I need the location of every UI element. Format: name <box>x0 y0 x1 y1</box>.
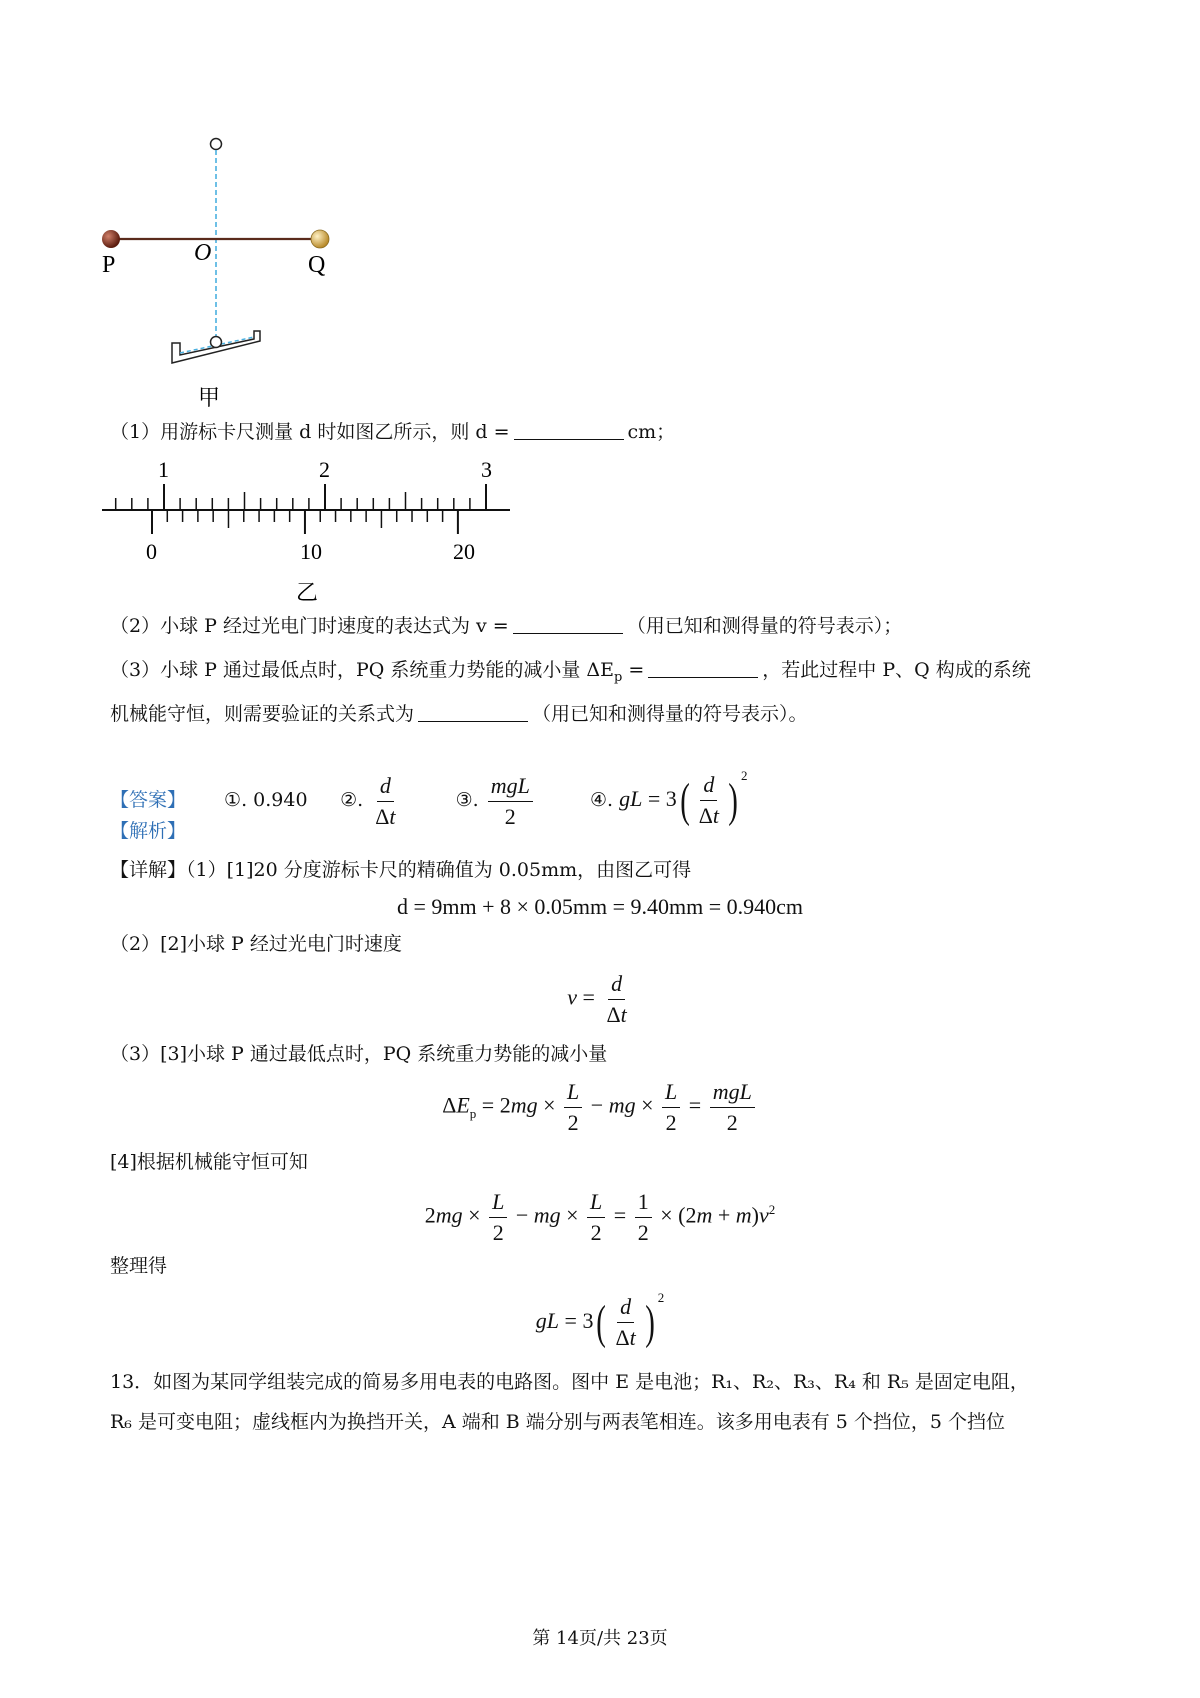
question-1-text: （1）用游标卡尺测量 d 时如图乙所示，则 d = <box>110 421 510 443</box>
answer-blank-1[interactable] <box>514 419 624 440</box>
answer-blank-2[interactable] <box>513 613 623 634</box>
detail-p1 <box>110 856 691 884</box>
label-q: Q <box>308 252 326 278</box>
ball-p <box>102 230 120 248</box>
equation-energy: 2mg × $\frac{L}{2}$ − mg × $\frac{L}{2}$ = $\frac{1}{2}$ × $(2m + m)v^2$ <box>424 1189 776 1245</box>
detail-p4: [4]根据机械能守恒可知 <box>110 1151 308 1173</box>
question-3-text-b: = <box>622 659 645 681</box>
detail-p3: （3）[3]小球 P 通过最低点时，PQ 系统重力势能的减小量 <box>110 1043 608 1065</box>
question-3-line2-a: 机械能守恒，则需要验证的关系式为 <box>110 703 415 725</box>
label-o: O <box>194 240 212 266</box>
top-pivot <box>211 139 222 150</box>
ball-q <box>311 230 329 248</box>
answer-2-prefix: ②. <box>340 789 364 811</box>
question-3-line1 <box>110 656 1031 692</box>
answer-4-prefix: ④. <box>589 789 614 811</box>
detail-label: 【详解】 <box>110 859 187 881</box>
question-3-line2-b: （用已知和测得量的符号表示）。 <box>532 703 808 725</box>
page-footer: 第 14页/共 23页 <box>532 1628 668 1649</box>
vernier-scale-ticks <box>152 510 458 534</box>
detail-p2: （2）[2]小球 P 经过光电门时速度 <box>110 933 402 955</box>
answer-3-fraction: $\frac{\text{mgL}}{2}$ <box>488 772 533 831</box>
question-2-tail: （用已知和测得量的符号表示）； <box>626 615 903 637</box>
answer-blank-4[interactable] <box>418 701 528 722</box>
detail-p1-text: （1）[1]20 分度游标卡尺的精确值为 0.05mm，由图乙可得 <box>186 859 692 881</box>
analysis-label: 【解析】 <box>110 820 187 842</box>
main-label-2: 2 <box>319 457 330 482</box>
answer-blank-3[interactable] <box>648 657 758 678</box>
question-2-text: （2）小球 P 经过光电门时速度的表达式为 v = <box>110 615 509 637</box>
vernier-label-0: 0 <box>146 539 157 564</box>
bottom-ball <box>211 337 222 348</box>
equation-result: gL = 3( $\frac{d}{\Delta t}$ ) $^2$ <box>535 1290 665 1351</box>
equation-ep: $\Delta E_p = 2mg$ × $\frac{L}{2}$ − mg × $\frac{L}{2}$ = $\frac{\text{mgL}}{2}$ <box>0 1078 1200 1137</box>
equation-d <box>0 894 1200 920</box>
figure-jia-caption: 甲 <box>198 386 221 411</box>
question-3-line2 <box>110 700 808 728</box>
question-13-line2: R₆ 是可变电阻；虚线框内为换挡开关，A 端和 B 端分别与两表笔相连。该多用电表有 5 个挡位，5 个挡位 <box>110 1411 1006 1433</box>
answer-2-fraction: $\frac{d}{\Delta t}$ <box>375 772 396 829</box>
answer-line <box>110 746 747 831</box>
question-3-text-a: （3）小球 P 通过最低点时，PQ 系统重力势能的减小量 ΔE <box>110 659 614 681</box>
equation-v: v = $\frac{d}{\Delta t}$ <box>567 971 627 1027</box>
equation-d-text: d = 9mm + 8 × 0.05mm = 9.40mm = 0.940cm <box>396 894 804 919</box>
question-3-sub: p <box>613 669 623 685</box>
figure-yi-caption: 乙 <box>296 581 319 605</box>
answer-4-formula: gL = 3( $\frac{d}{\Delta t}$ ) $^2$ <box>619 768 748 829</box>
answer-1: ①. 0.940 <box>224 789 308 811</box>
question-13-line1: 13．如图为某同学组装完成的简易多用电表的电路图。图中 E 是电池；R₁、R₂、R₃、R₄ 和 R₅ 是固定电阻， <box>110 1371 1029 1393</box>
main-label-3: 3 <box>481 457 492 482</box>
detail-p5: 整理得 <box>110 1255 168 1277</box>
answer-3-prefix: ③. <box>455 789 479 811</box>
question-1 <box>110 418 675 446</box>
vernier-label-10: 10 <box>300 539 322 564</box>
label-p: P <box>102 252 116 278</box>
question-1-unit: cm； <box>627 421 676 443</box>
question-2 <box>110 612 902 640</box>
main-scale-ticks <box>116 484 486 510</box>
main-label-1: 1 <box>158 457 169 482</box>
answer-label: 【答案】 <box>110 789 187 811</box>
vernier-label-20: 20 <box>453 539 475 564</box>
question-3-text-c: ，若此过程中 P、Q 构成的系统 <box>762 659 1031 681</box>
figure-jia <box>100 135 400 425</box>
figure-yi-vernier <box>100 455 530 605</box>
